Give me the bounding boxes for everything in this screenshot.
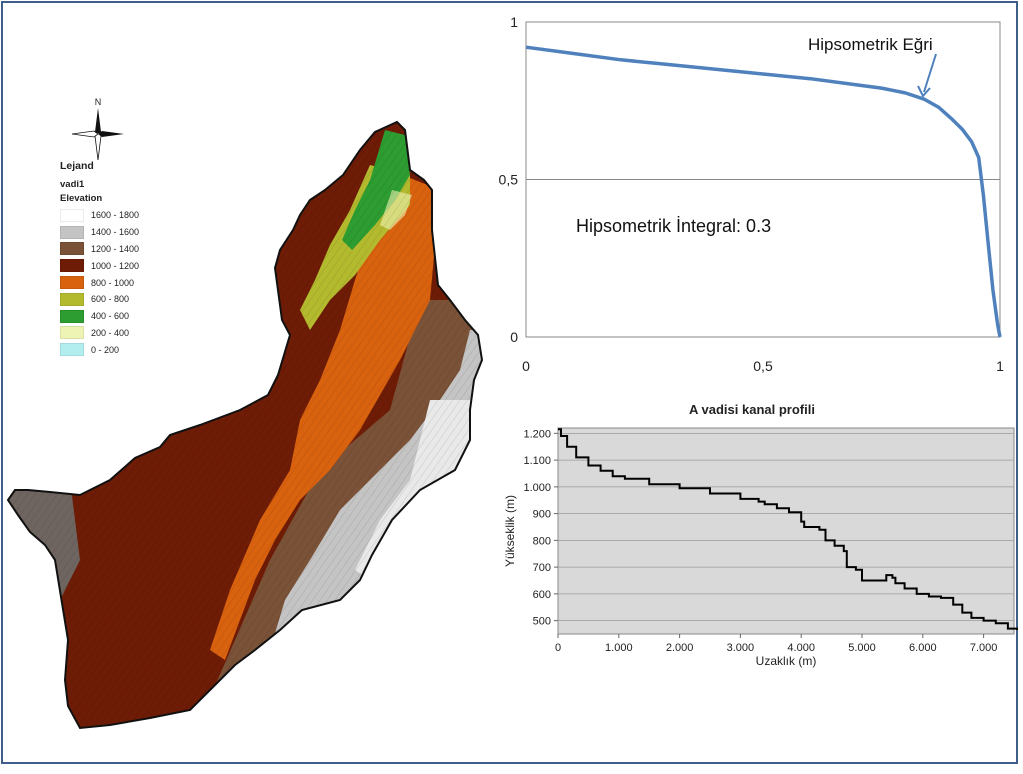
legend-label: 600 - 800: [91, 294, 130, 305]
legend-swatch: [60, 226, 84, 239]
x-tick-label: 0: [554, 642, 562, 654]
legend-field-name: Elevation: [60, 193, 103, 204]
legend-label: 1200 - 1400: [91, 243, 140, 254]
legend-items: [60, 207, 180, 358]
curve-annotation: Hipsometrik Eğri: [808, 35, 933, 54]
legend-swatch: [60, 343, 84, 356]
legend-swatch: [60, 326, 84, 339]
x-tick-label: 1: [996, 358, 1004, 374]
y-tick-label: 800: [532, 535, 551, 548]
y-tick-label: 0: [510, 329, 518, 345]
hypsometric-chart-panel: [488, 8, 1018, 388]
x-tick-label: 1.000: [605, 642, 633, 654]
x-tick-label: 2.000: [665, 642, 694, 654]
y-tick-label: 700: [532, 562, 551, 575]
x-tick-label: 7.000: [969, 642, 998, 654]
plot-area: [558, 428, 1014, 634]
legend-label: 800 - 1000: [91, 277, 135, 288]
legend-title: Lejand: [60, 160, 94, 172]
elevation-map-panel: [0, 0, 500, 769]
y-tick-label: 1.200: [523, 428, 551, 441]
legend-item: [60, 207, 180, 224]
y-axis-label: Yükseklik (m): [503, 494, 517, 568]
legend-swatch: [60, 276, 84, 289]
x-tick-label: 4.000: [787, 642, 815, 654]
legend-item: [60, 341, 180, 358]
x-tick-label: 0: [522, 358, 530, 374]
legend-swatch: [60, 310, 84, 323]
x-tick-label: 5.000: [848, 642, 876, 654]
map-legend: [60, 160, 180, 358]
north-arrow-icon: [70, 96, 126, 164]
legend-item: [60, 308, 180, 325]
legend-item: [60, 224, 180, 241]
legend-label: 1400 - 1600: [91, 227, 140, 238]
legend-swatch: [60, 293, 84, 306]
x-axis-label: Uzaklık (m): [755, 654, 817, 668]
y-tick-label: 1.000: [523, 481, 551, 494]
legend-layer-name: vadi1: [60, 179, 85, 190]
legend-item: [60, 274, 180, 291]
chart-title: A vadisi kanal profili: [689, 402, 815, 417]
legend-swatch: [60, 259, 84, 272]
legend-item: [60, 325, 180, 342]
legend-label: 0 - 200: [91, 344, 120, 355]
y-tick-label: 1: [510, 14, 518, 30]
hypsometric-integral-label: Hipsometrik İntegral: 0.3: [576, 216, 772, 236]
x-tick-label: 0,5: [753, 358, 773, 374]
legend-label: 400 - 600: [91, 311, 130, 322]
y-tick-label: 500: [532, 615, 551, 628]
legend-item: [60, 291, 180, 308]
y-tick-label: 0,5: [498, 171, 518, 188]
channel-profile-chart: [498, 396, 1018, 676]
north-label: N: [94, 97, 102, 107]
hypsometric-chart: [488, 8, 1018, 388]
y-tick-label: 1.100: [523, 455, 551, 468]
legend-label: 1000 - 1200: [91, 260, 140, 271]
x-tick-label: 3.000: [726, 642, 755, 654]
y-tick-label: 900: [532, 508, 551, 521]
legend-swatch: [60, 209, 84, 222]
y-tick-label: 600: [532, 588, 551, 601]
legend-label: 1600 - 1800: [91, 210, 140, 221]
channel-profile-panel: [498, 396, 1018, 676]
legend-item: [60, 241, 180, 258]
x-tick-label: 6.000: [909, 642, 937, 654]
legend-item: [60, 257, 180, 274]
legend-swatch: [60, 242, 84, 255]
legend-label: 200 - 400: [91, 327, 130, 338]
